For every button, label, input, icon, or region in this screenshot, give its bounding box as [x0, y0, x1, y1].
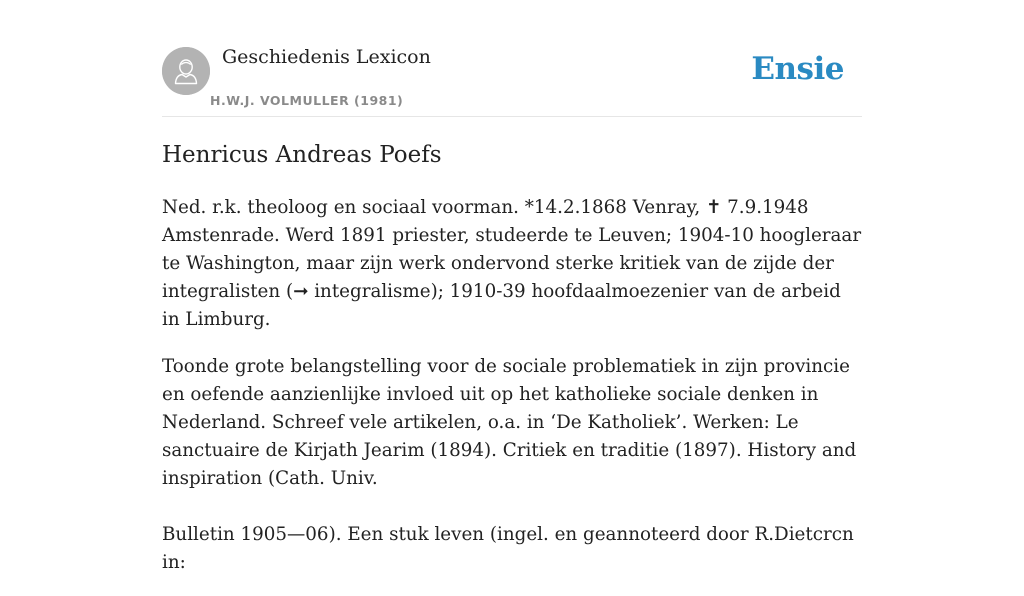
brand-logo[interactable]: Ensie	[751, 51, 844, 87]
user-icon[interactable]	[162, 47, 210, 95]
source-author[interactable]: H.W.J. VOLMULLER (1981)	[210, 93, 404, 108]
article-paragraph-3: Bulletin 1905—06). Een stuk leven (ingel. en geannoteerd door R.Dietcrcn in:	[162, 524, 854, 573]
article	[162, 138, 862, 596]
source-header	[162, 46, 862, 117]
source-title[interactable]: Geschiedenis Lexicon	[222, 46, 431, 68]
article-paragraph-2: Toonde grote belangstelling voor de sociale problematiek in zijn provincie en oefende aanzienlijke invloed uit op het katholieke sociale denken in Nederland. Schreef vele artikelen, o.a. in ‘De Katholiek’. Werken: Le sanctuaire de Kirjath Jearim (1894). Critiek en traditie (1897). History and inspiration (Cath. Univ.	[162, 356, 857, 489]
article-title: Henricus Andreas Poefs	[162, 142, 442, 168]
article-paragraph-1: Ned. r.k. theoloog en sociaal voorman. *14.2.1868 Venray, ✝ 7.9.1948 Amstenrade. Werd 1891 priester, studeerde te Leuven; 1904-10 hoogleraar te Washington, maar zijn werk ondervond sterke kritiek van de zijde der integralisten (➞ integralisme); 1910-39 hoofdaalmoezenier van de arbeid in Limburg.	[162, 197, 862, 330]
